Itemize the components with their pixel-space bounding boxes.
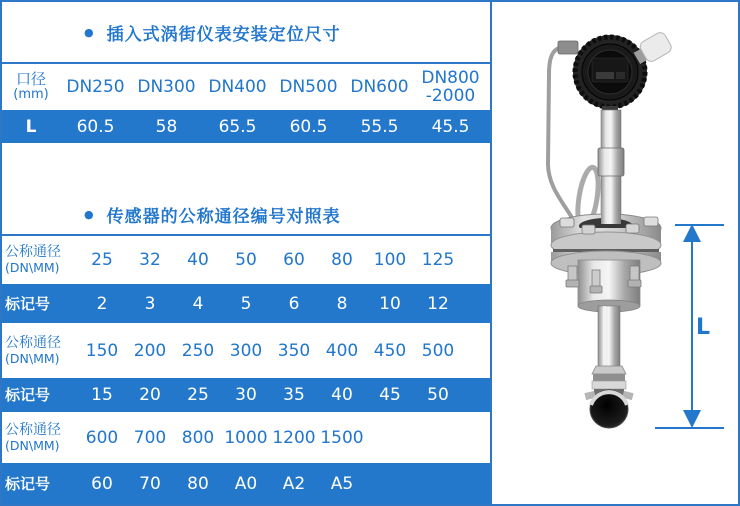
diameter-row-3	[2, 412, 490, 463]
mounting-body	[566, 260, 641, 312]
section1-title	[2, 6, 490, 58]
table-cell: 32	[139, 250, 161, 270]
table1-data-row	[2, 110, 490, 143]
table-cell: 60	[91, 473, 113, 494]
table-cell: 50	[427, 385, 449, 405]
table1-header-row	[2, 64, 490, 110]
table1-row-header: 口径 (mm)	[13, 70, 49, 102]
tube-fitting	[558, 41, 578, 54]
table-cell: 20	[139, 385, 161, 405]
table-cell: DN300	[137, 77, 196, 97]
table-cell: 45.5	[431, 116, 470, 137]
diameter-row-2	[2, 323, 490, 378]
table-cell: 125	[421, 250, 455, 270]
mark-row-label: 标记号	[5, 386, 51, 404]
table-cell: 6	[288, 293, 300, 314]
table-cell: 1500	[320, 427, 364, 448]
diameter-row-label: 公称通径 (DN\MM)	[5, 421, 61, 453]
mark-row-2	[2, 378, 490, 412]
table1-data-row-label: L	[25, 116, 37, 137]
table-cell: 1200	[272, 427, 316, 448]
table-cell: 35	[283, 385, 305, 405]
table-cell: 300	[229, 340, 263, 361]
table-cell: 800	[181, 427, 215, 448]
table-cell: DN400	[208, 77, 267, 97]
table-cell: 3	[144, 293, 156, 314]
probe-rod	[598, 306, 620, 368]
table-cell: 40	[187, 250, 209, 270]
photo-panel	[492, 2, 738, 504]
arrow-down-icon	[683, 410, 701, 428]
table-cell: 55.5	[360, 116, 399, 137]
table-cell: 58	[155, 116, 178, 137]
table-cell: 25	[187, 385, 209, 405]
table-cell: 400	[325, 340, 359, 361]
table-cell: 30	[235, 385, 257, 405]
mark-row-1	[2, 284, 490, 323]
table-cell: 60	[283, 250, 305, 270]
table-cell: 50	[235, 250, 257, 270]
section2-title	[2, 192, 490, 236]
table-cell: 2	[96, 293, 108, 314]
dimension-marker	[655, 224, 724, 428]
table-cell: 80	[187, 473, 209, 494]
table-cell: DN500	[279, 77, 338, 97]
table-cell: 15	[91, 385, 113, 405]
table-cell: 40	[331, 385, 353, 405]
table-cell: 60.5	[289, 116, 328, 137]
table-cell: 60.5	[76, 116, 115, 137]
table-cell: A0	[234, 473, 258, 494]
sensor-head	[584, 390, 633, 428]
table-cell: 200	[133, 340, 167, 361]
diameter-row-label: 公称通径 (DN\MM)	[5, 244, 61, 275]
bullet-icon: ●	[84, 207, 94, 221]
table-cell: 150	[85, 340, 119, 361]
table-cell: 70	[139, 473, 161, 494]
table-cell: DN800 -2000	[421, 68, 480, 106]
table-cell: 450	[373, 340, 407, 361]
table-cell: 8	[336, 293, 348, 314]
dimension-label-l: L	[696, 315, 711, 340]
mark-row-label: 标记号	[5, 294, 51, 313]
table-cell: A2	[282, 473, 306, 494]
table-cell: 25	[91, 250, 113, 270]
transmitter-head	[573, 35, 647, 113]
table-cell: 12	[427, 293, 449, 314]
section2-title-text: 传感器的公称通径编号对照表	[106, 206, 341, 227]
table-cell: DN250	[66, 77, 125, 97]
flowmeter-photo	[492, 2, 738, 504]
table-cell: 5	[240, 293, 252, 314]
table-cell: 700	[133, 427, 167, 448]
table-cell: 600	[85, 427, 119, 448]
table-cell: 1000	[224, 427, 268, 448]
mark-row-3	[2, 463, 490, 504]
table-cell: DN600	[350, 77, 409, 97]
diameter-row-label: 公称通径 (DN\MM)	[5, 334, 61, 366]
table-cell: 250	[181, 340, 215, 361]
table-cell: 350	[277, 340, 311, 361]
table-cell: 4	[192, 293, 204, 314]
table-cell: 500	[421, 340, 455, 361]
table-cell: 80	[331, 250, 353, 270]
table-cell: 45	[379, 385, 401, 405]
section1-title-text: 插入式涡街仪表安装定位尺寸	[106, 24, 341, 45]
arrow-up-icon	[683, 224, 701, 242]
table-cell: 100	[373, 250, 407, 270]
table-cell: 65.5	[218, 116, 257, 137]
tables-panel	[2, 2, 490, 504]
table-cell: A5	[330, 473, 354, 494]
table-cell: 10	[379, 293, 401, 314]
bullet-icon: ●	[84, 25, 94, 39]
diameter-row-1	[2, 236, 490, 284]
mark-row-label: 标记号	[5, 474, 51, 493]
